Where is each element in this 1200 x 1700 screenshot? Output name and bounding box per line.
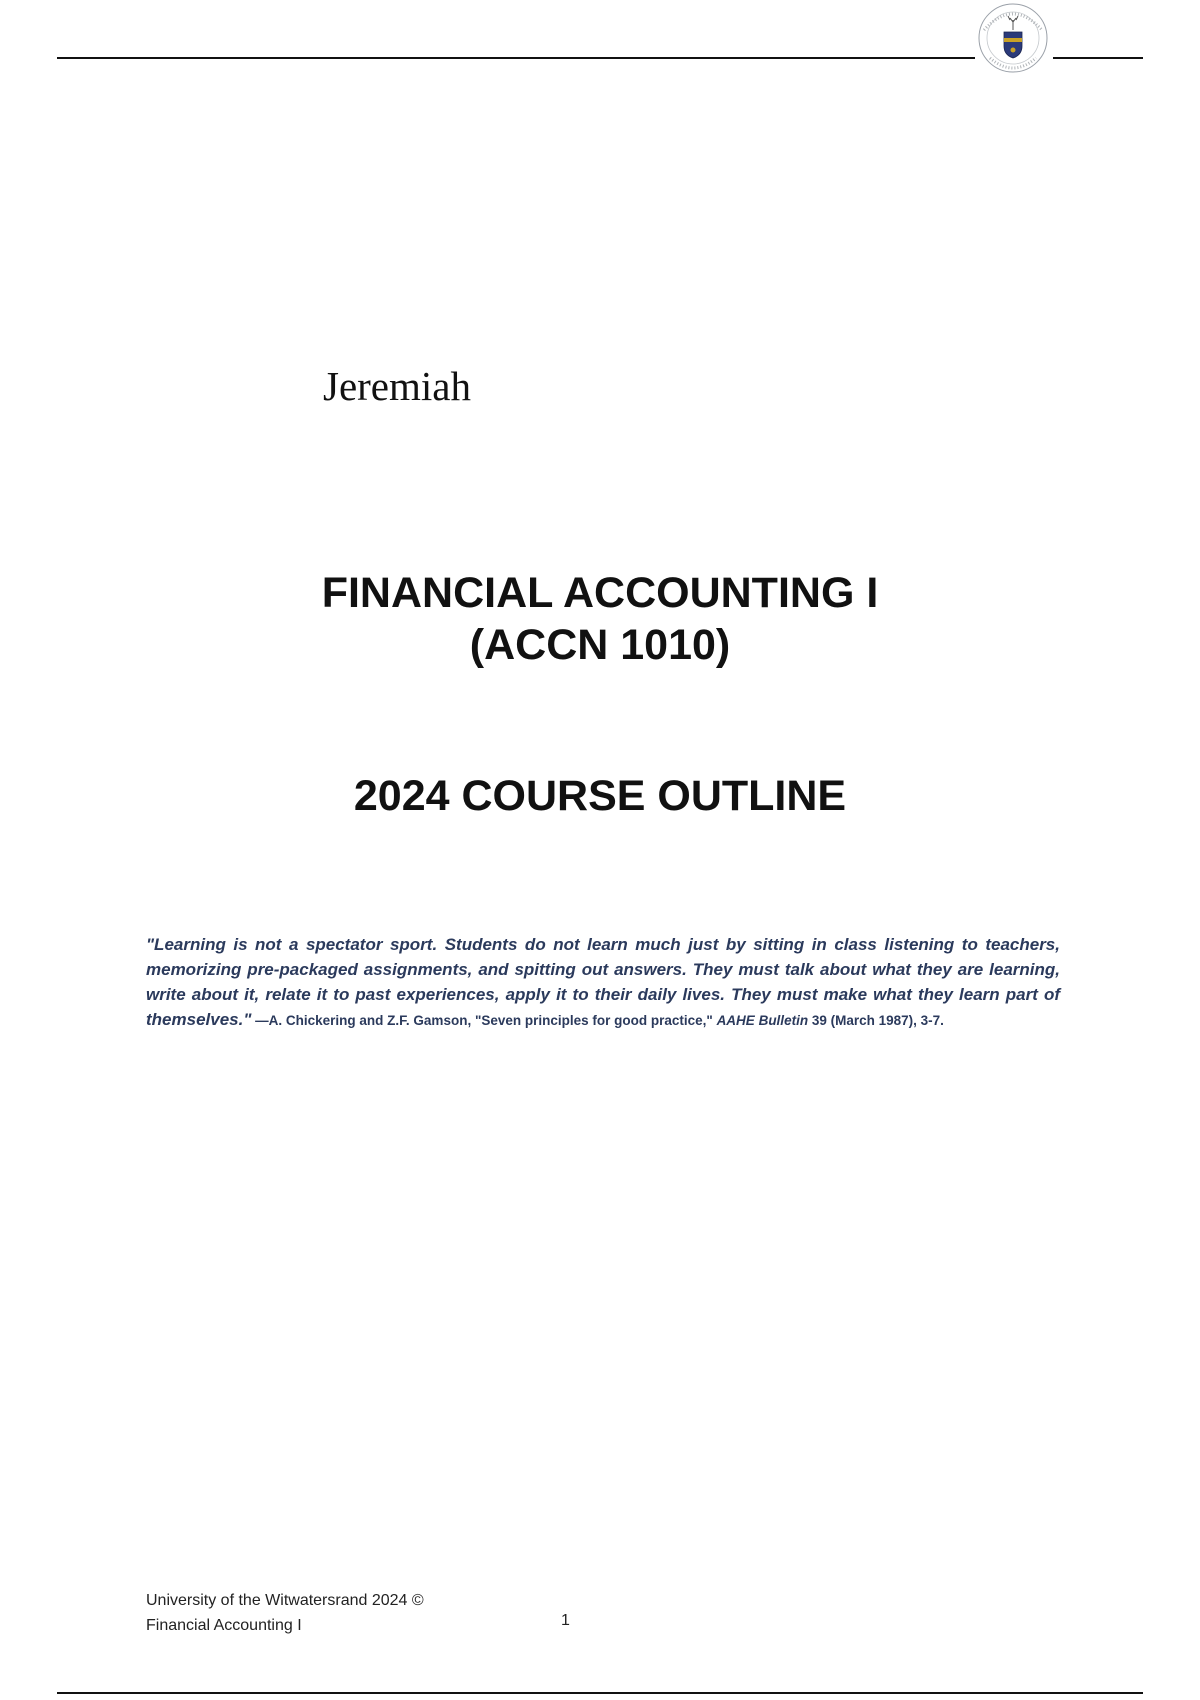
quote-journal: AAHE Bulletin [716, 1013, 809, 1028]
footer-course: Financial Accounting I [146, 1617, 302, 1634]
outline-title: 2024 COURSE OUTLINE [353, 772, 847, 820]
university-crest-icon [970, 0, 1056, 80]
footer-copyright: University of the Witwatersrand 2024 © [146, 1592, 424, 1609]
header-rule-left [57, 57, 975, 59]
quote-citation-end: 39 (March 1987), 3-7. [808, 1013, 944, 1028]
footer-rule [57, 1692, 1143, 1694]
quote-citation: —A. Chickering and Z.F. Gamson, "Seven principles for good practice," [251, 1013, 717, 1028]
author-name: Jeremiah [323, 363, 471, 409]
quote-text: "Learning is not a spectator sport. Students do not learn much just by sitting in class listening to teachers, memorizing pre-packaged assignments, and spitting out answers. They must talk about what they are learning, write about it, relate it to past experiences, apply it to their daily lives. They must make what they learn part of themselves." [146, 935, 1060, 1029]
header-rule-right [1053, 57, 1143, 59]
quote-block [146, 932, 1060, 1033]
page-number: 1 [561, 1612, 570, 1629]
course-title: FINANCIAL ACCOUNTING I [321, 569, 879, 617]
footer-text [146, 1588, 424, 1638]
course-code: (ACCN 1010) [469, 621, 731, 669]
